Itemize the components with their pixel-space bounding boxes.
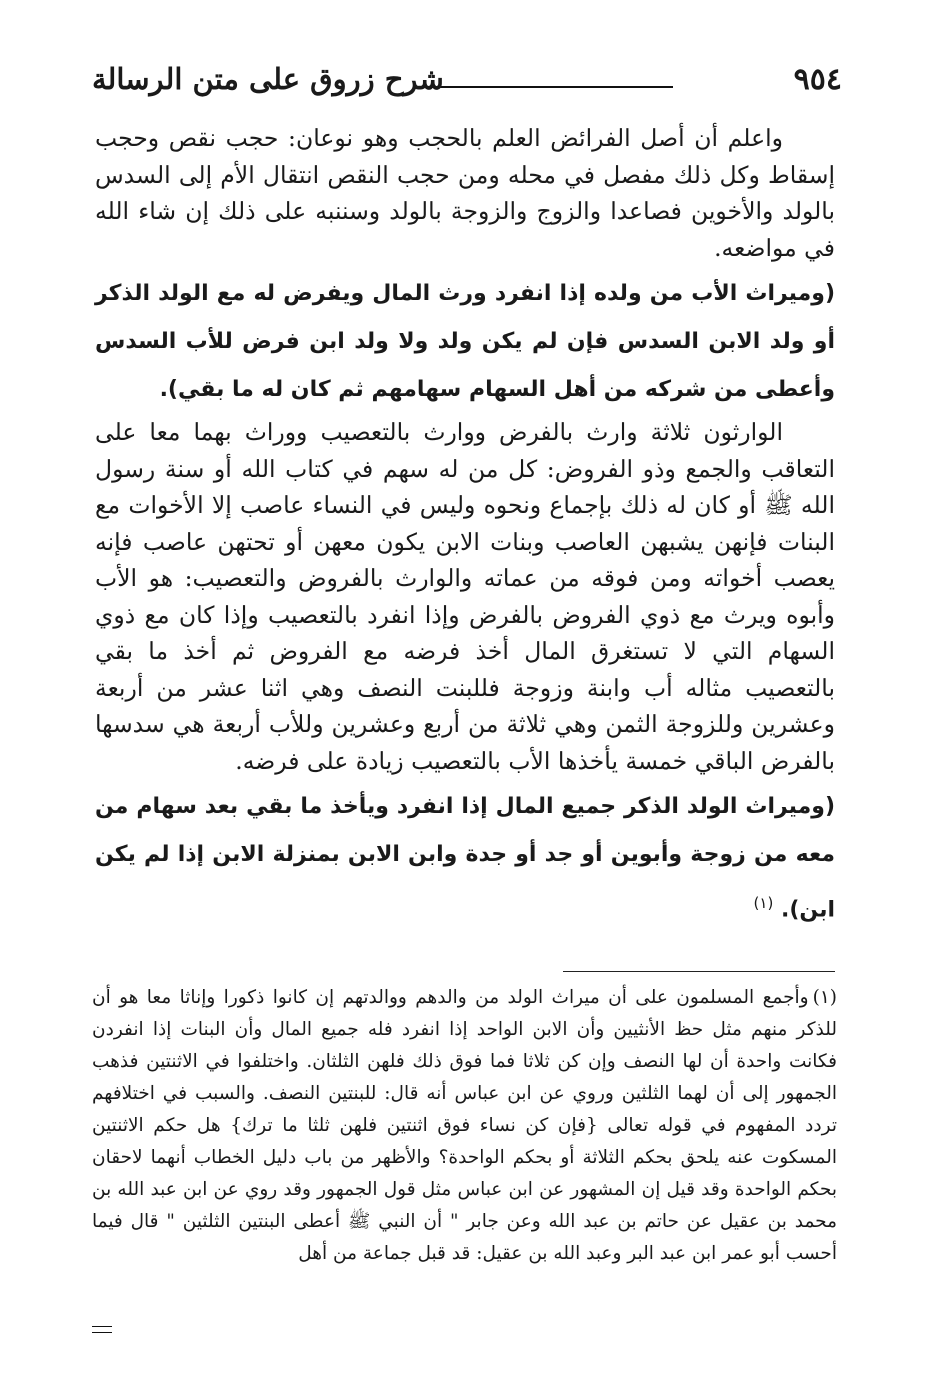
footnote <box>92 982 837 1270</box>
footnote-reference[interactable]: (١) <box>753 894 774 912</box>
main-text <box>95 120 835 934</box>
commentary-paragraph-1: واعلم أن أصل الفرائض العلم بالحجب وهو نوعان: حجب نقص وحجب إسقاط وكل ذلك مفصل في محله ومن حجب النقص انتقال الأم إلى السدس بالولد والأخوين فصاعدا والزوج والزوجة بالولد وسننبه على ذلك إن شاء الله في مواضعه. <box>95 124 835 262</box>
commentary-paragraph-2: الوارثون ثلاثة وارث بالفرض ووارث بالتعصيب ووراث بهما معا على التعاقب والجمع وذو الفروض: كل من له سهم في كتاب الله أو سنة رسول الله ﷺ أو كان له ذلك بإجماع ونحوه وليس في النساء عاصب إلا الأخوات مع البنات فإنهن يشبهن العاصب وبنات الابن يكون معهن أو تحتهن عاصب فإنه يعصب أخواته ومن فوقه من عماته والوارث بالفروض والتعصيب: هو الأب وأبوه ويرث مع ذوي الفروض بالفرض وإذا انفرد بالتعصيب وإذا كان مع ذوي السهام التي لا تستغرق المال أخذ فرضه مع الفروض ثم أخذ ما بقي بالتعصيب مثاله أب وابنة وزوجة فللبنت النصف وهي اثنا عشر من أربعة وعشرين وللزوجة الثمن وهي ثلاثة من أربع وعشرين وللأب أربعة هي سدسها بالفرض الباقي خمسة يأخذها الأب بالتعصيب زيادة على فرضه. <box>95 418 835 775</box>
footnote-body: وأجمع المسلمون على أن ميراث الولد من والدهم ووالدتهم إن كانوا ذكورا وإناثا معا هو أن للذكر منهم مثل حظ الأنثيين وأن الابن الواحد إذا انفرد فله جميع المال وأن البنات إذا انفردن فكانت واحدة أن لها النصف وإن كن ثلاثا فما فوق ذلك فلهن الثلثان. واختلفوا في الاثنتين فذهب الجمهور إلى أن لهما الثلثين وروي عن ابن عباس أنه قال: للبنتين النصف. والسبب في اختلافهم تردد المفهوم في قوله تعالى {فإن كن نساء فوق اثنتين فلهن ثلثا ما ترك} هل حكم الاثنتين المسكوت عنه يلحق بحكم الثلاثة أو بحكم الواحدة؟ والأظهر من باب دليل الخطاب أنهما لاحقان بحكم الواحدة وقد قيل إن المشهور عن ابن عباس مثل قول الجمهور وقد روي عن ابن عبد الله بن محمد بن عقيل عن حاتم بن عبد الله وعن جابر " أن النبي ﷺ أعطى البنتين الثلثين " قال فيما أحسب أبو عمر ابن عبد البر وعبد الله بن عقيل: قد قبل جماعة من أهل <box>92 987 837 1264</box>
header-rule <box>417 86 673 88</box>
book-title: شرح زروق على متن الرسالة <box>92 62 444 96</box>
continuation-mark <box>92 1326 112 1333</box>
footnote-marker: (١) <box>812 987 837 1008</box>
page-number: ٩٥٤ <box>793 62 842 97</box>
footnote-separator <box>563 971 835 972</box>
matn-paragraph-2 <box>95 783 835 934</box>
running-header <box>92 60 842 104</box>
footnote-text <box>92 982 837 1270</box>
matn-paragraph-2-text: (وميراث الولد الذكر جميع المال إذا انفرد ويأخذ ما بقي بعد سهام من معه من زوجة وأبوين أو جد أو جدة وابن الابن بمنزلة الابن إذا لم يكن ابن). <box>95 794 835 923</box>
matn-paragraph-1: (وميراث الأب من ولده إذا انفرد ورث المال ويفرض له مع الولد الذكر أو ولد الابن السدس فإن لم يكن ولد ولا ولد ابن فرض للأب السدس وأعطى من شركه من أهل السهام سهامهم ثم كان له ما بقي). <box>95 281 835 402</box>
